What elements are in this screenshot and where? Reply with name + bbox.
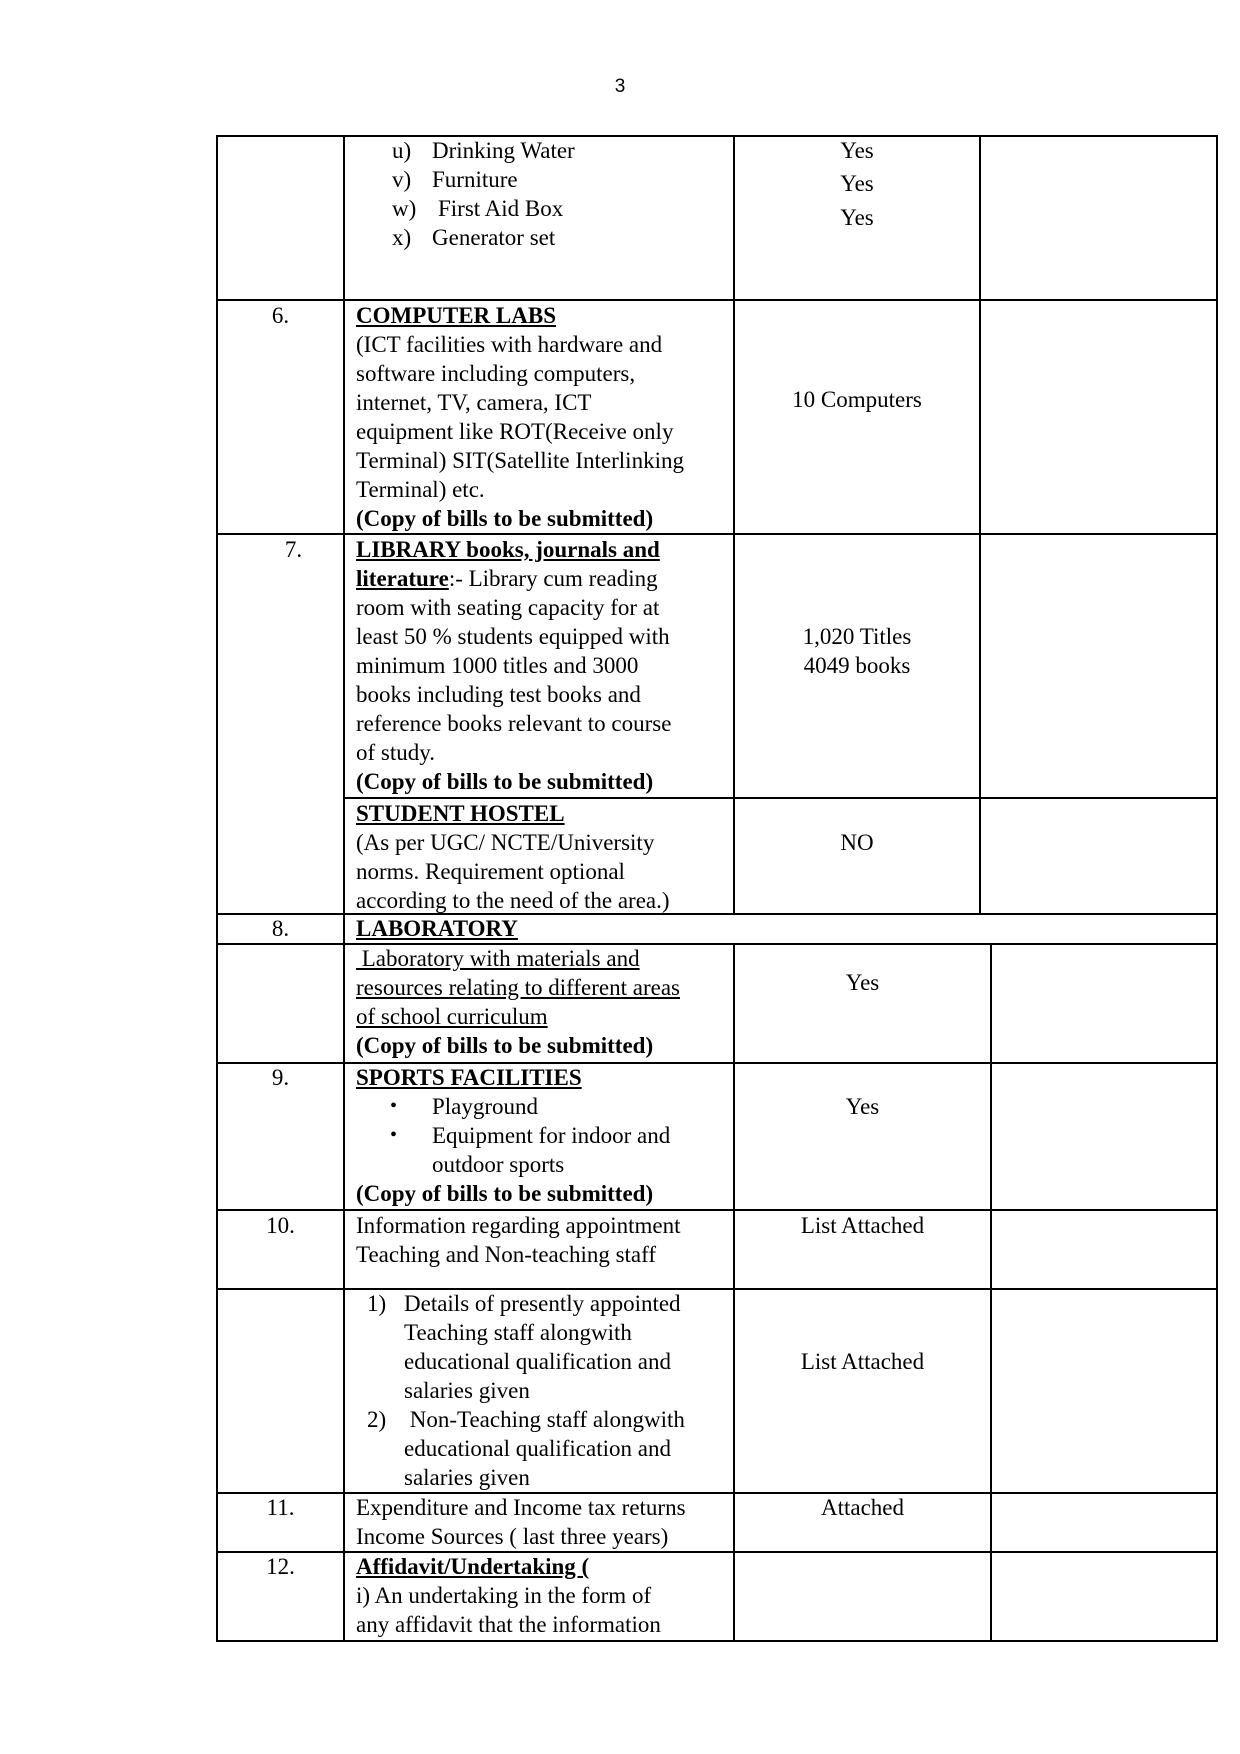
- row-number: 6.: [271, 303, 290, 328]
- description-line: salaries given: [404, 1465, 530, 1490]
- description-line: salaries given: [404, 1378, 530, 1403]
- library-books-value: 4049 books: [803, 653, 911, 678]
- facility-drinking-water: Drinking Water: [432, 138, 575, 163]
- item-marker: x): [392, 225, 412, 250]
- laboratory-value: Yes: [845, 970, 880, 995]
- hostel-value: NO: [840, 830, 874, 855]
- description-line: equipment like ROT(Receive only: [356, 419, 674, 444]
- row-number: 9.: [271, 1065, 290, 1090]
- bills-note: (Copy of bills to be submitted): [356, 1181, 654, 1206]
- bullet-icon: •: [390, 1124, 398, 1146]
- bullet-item: Playground: [432, 1094, 539, 1119]
- library-titles-value: 1,020 Titles: [802, 624, 912, 649]
- expenditure-value: Attached: [820, 1495, 904, 1520]
- description-line: Terminal) etc.: [356, 477, 485, 502]
- section-title: STUDENT HOSTEL: [356, 801, 565, 826]
- row-number: 12.: [266, 1554, 295, 1579]
- description-line: books including test books and: [356, 682, 641, 707]
- bills-note: (Copy of bills to be submitted): [356, 506, 654, 531]
- row-number: 7.: [284, 537, 303, 562]
- bullet-item: outdoor sports: [432, 1152, 565, 1177]
- item-marker: 1): [367, 1291, 387, 1316]
- description-line: minimum 1000 titles and 3000: [356, 653, 639, 678]
- description-line: Laboratory with materials and: [356, 946, 640, 971]
- facility-furniture: Furniture: [432, 167, 518, 192]
- item-marker: 2): [367, 1407, 387, 1432]
- section-title: COMPUTER LABS: [356, 303, 556, 328]
- staff-value: List Attached: [800, 1213, 925, 1238]
- bullet-icon: •: [390, 1095, 398, 1117]
- item-marker: v): [392, 167, 412, 192]
- description-line: internet, TV, camera, ICT: [356, 390, 592, 415]
- description-line: Information regarding appointment: [356, 1213, 681, 1238]
- description-line: room with seating capacity for at: [356, 595, 660, 620]
- row-number: 11.: [266, 1495, 295, 1520]
- description-text: :- Library cum reading: [448, 566, 658, 591]
- description-line: Teaching and Non-teaching staff: [356, 1242, 657, 1267]
- description-line: according to the need of the area.): [356, 888, 670, 913]
- sports-value: Yes: [845, 1094, 880, 1119]
- bullet-item: Equipment for indoor and: [432, 1123, 671, 1148]
- bills-note: (Copy of bills to be submitted): [356, 1033, 654, 1058]
- item-marker: u): [392, 138, 412, 163]
- section-title-line-2: [356, 564, 658, 593]
- description-line: of study.: [356, 740, 436, 765]
- row-number: 8.: [271, 916, 290, 941]
- row-number: 10.: [266, 1213, 295, 1238]
- description-line: Expenditure and Income tax returns: [356, 1495, 686, 1520]
- page-number: 3: [614, 76, 626, 97]
- facility-generator-set: Generator set: [432, 225, 556, 250]
- description-line: reference books relevant to course: [356, 711, 672, 736]
- section-title: LABORATORY: [356, 916, 518, 941]
- description-line: resources relating to different areas: [356, 975, 680, 1000]
- section-title: LIBRARY books, journals and: [356, 537, 660, 562]
- section-title-word: literature: [356, 566, 449, 591]
- section-title: Affidavit/Undertaking (: [356, 1554, 590, 1579]
- section-title: SPORTS FACILITIES: [356, 1065, 582, 1090]
- facility-value: Yes: [840, 138, 874, 163]
- facility-first-aid-box: First Aid Box: [438, 196, 564, 221]
- computer-count-value: 10 Computers: [792, 387, 922, 412]
- staff-details-value: List Attached: [800, 1349, 925, 1374]
- item-marker: w): [392, 196, 417, 221]
- description-line: (ICT facilities with hardware and: [356, 332, 663, 357]
- facility-value: Yes: [840, 171, 874, 196]
- description-line: (As per UGC/ NCTE/University: [356, 830, 655, 855]
- description-line: Income Sources ( last three years): [356, 1524, 669, 1549]
- description-line: least 50 % students equipped with: [356, 624, 670, 649]
- description-line: educational qualification and: [404, 1349, 671, 1374]
- description-line: Teaching staff alongwith: [404, 1320, 632, 1345]
- description-line: any affidavit that the information: [356, 1612, 661, 1637]
- description-line: software including computers,: [356, 361, 636, 386]
- description-line: Non-Teaching staff alongwith: [404, 1407, 685, 1432]
- description-line: Details of presently appointed: [404, 1291, 681, 1316]
- description-line: norms. Requirement optional: [356, 859, 625, 884]
- facility-value: Yes: [840, 205, 874, 230]
- description-line: Terminal) SIT(Satellite Interlinking: [356, 448, 684, 473]
- description-line: of school curriculum: [356, 1004, 548, 1029]
- bills-note: (Copy of bills to be submitted): [356, 769, 654, 794]
- description-line: educational qualification and: [404, 1436, 671, 1461]
- description-line: i) An undertaking in the form of: [356, 1583, 652, 1608]
